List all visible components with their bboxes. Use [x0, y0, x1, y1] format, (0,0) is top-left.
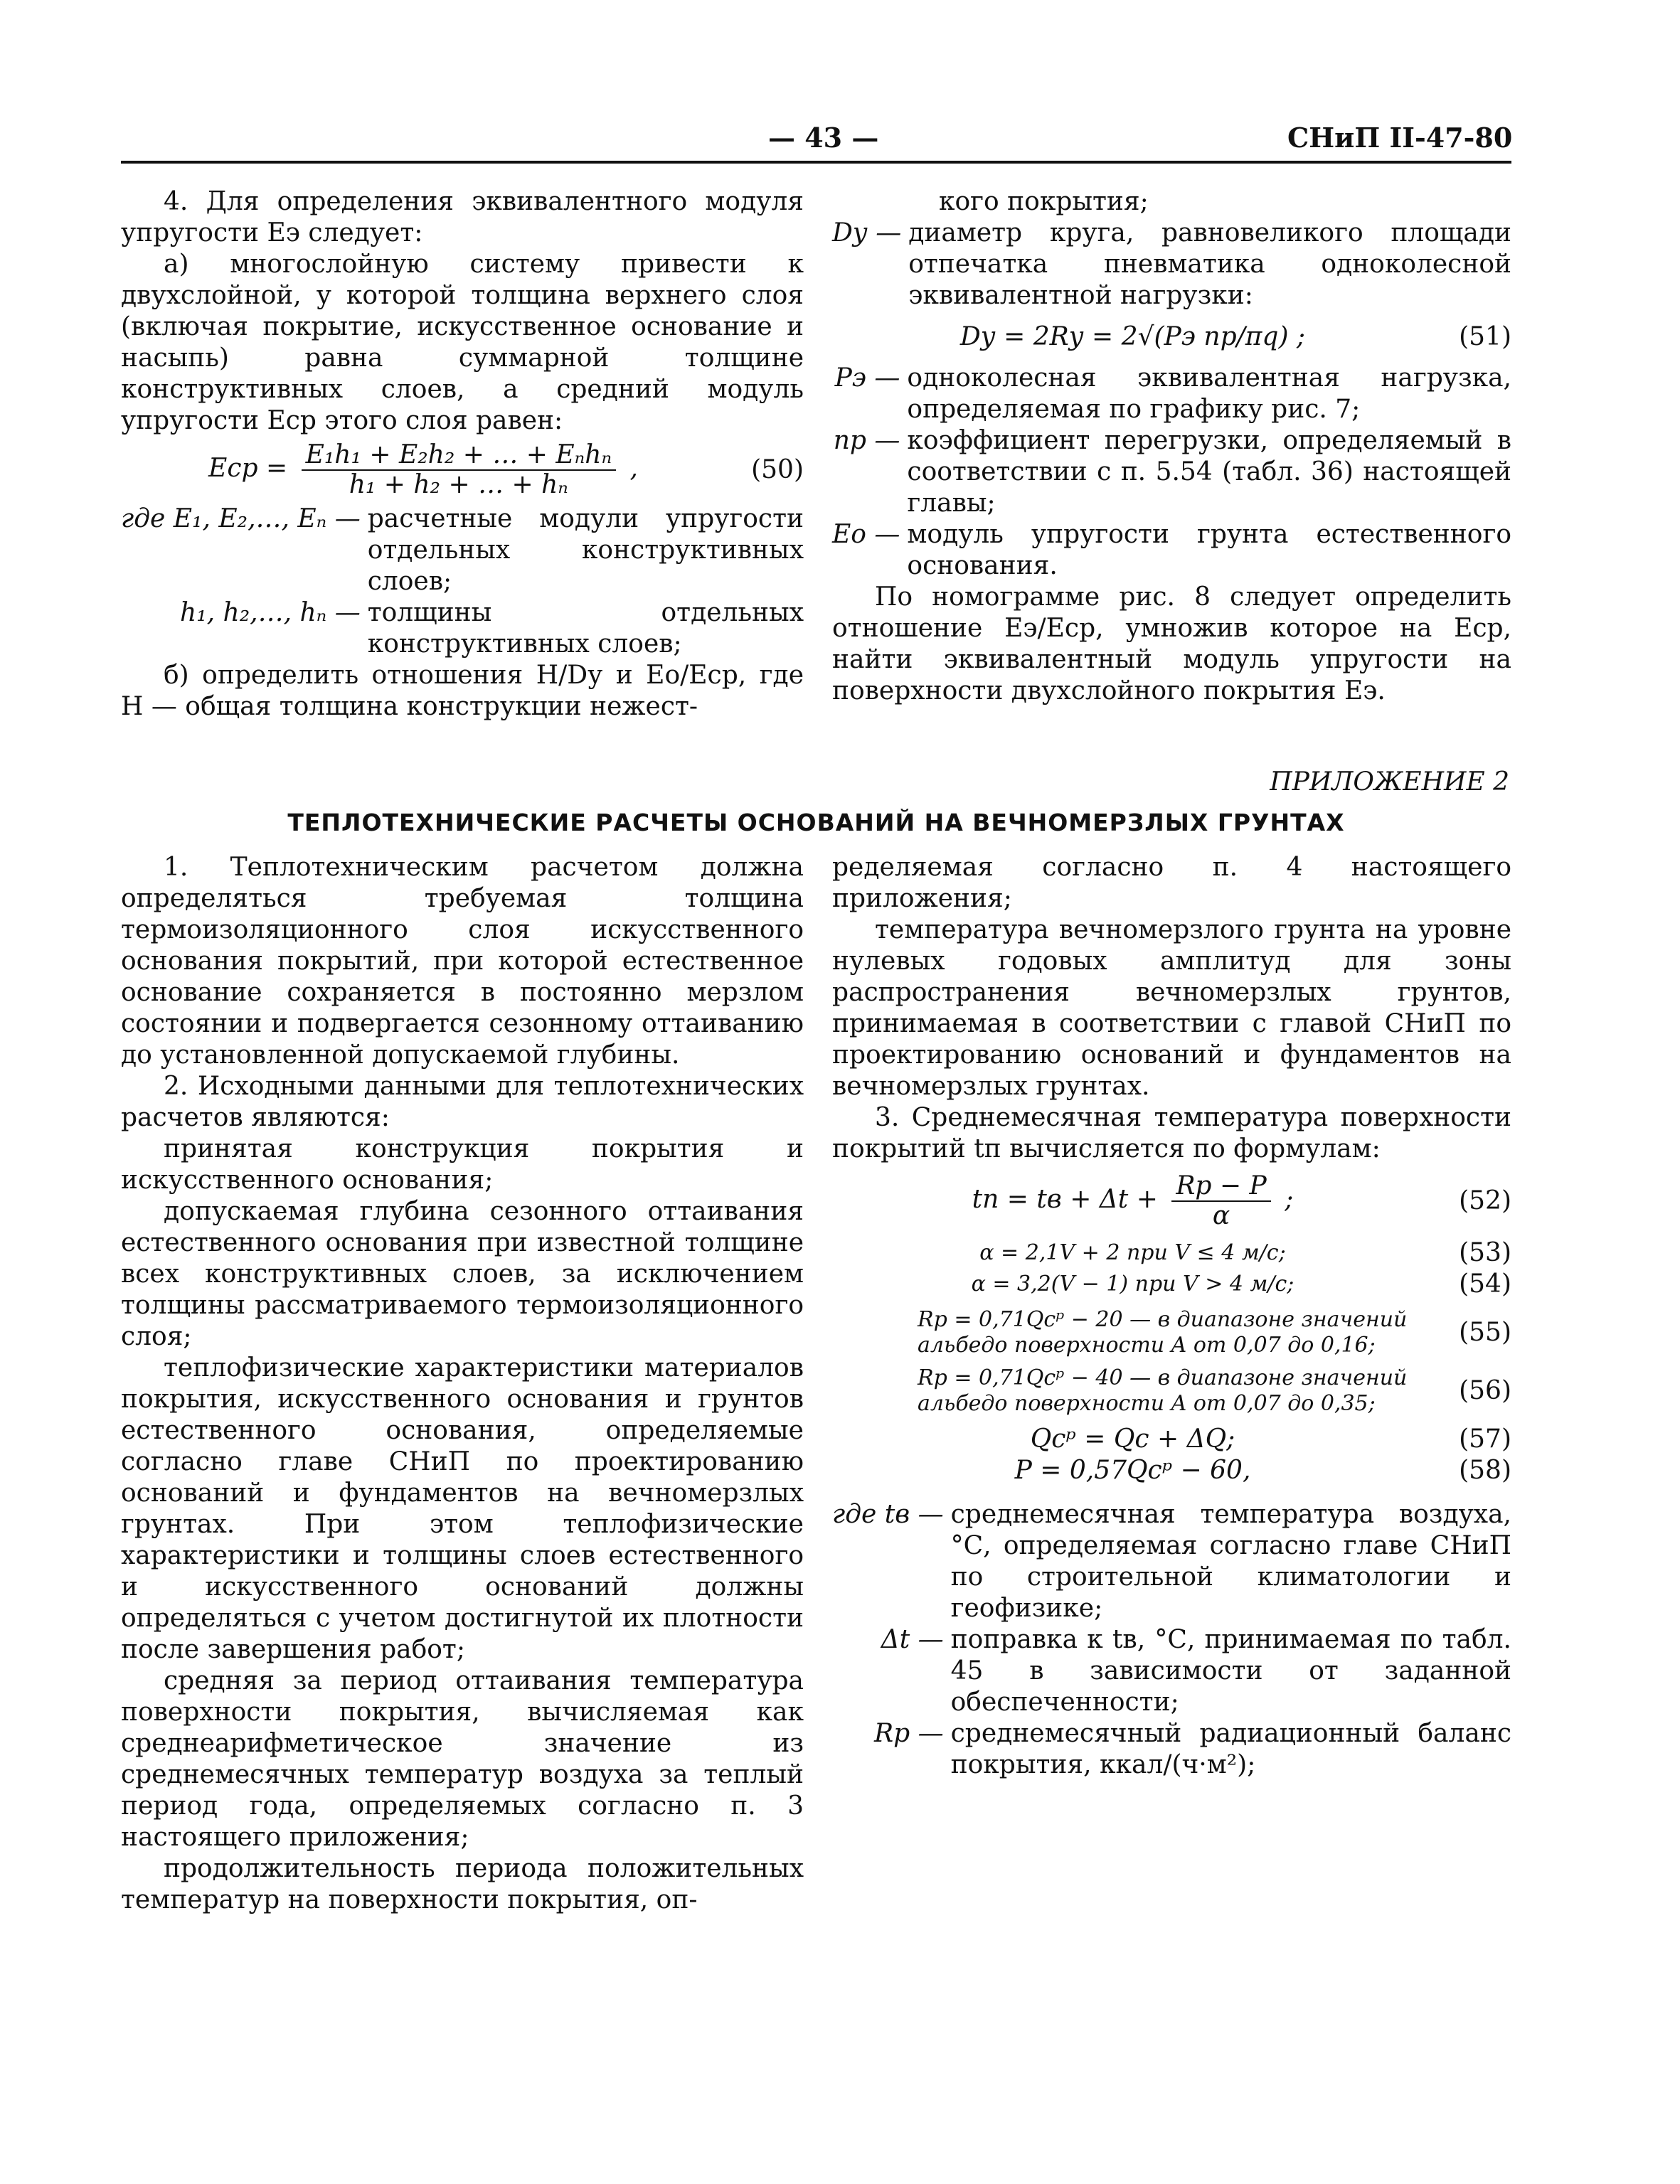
input-thermal: теплофизические характеристики материалов покрытия, искусственного основания и грунтов естественного основания, определяемые согласно главе СНиП по проектированию оснований и фундаментов на вечномерзлых грунтах. При этом теплофизические характеристики и толщины слоев естественного и искусственного оснований должны определяться с учетом достигнутой их плотности после завершения работ;: [121, 1353, 804, 1664]
eq53-number: (53): [1459, 1238, 1511, 1267]
def-np-term: nр —: [833, 426, 900, 455]
eq54-number: (54): [1459, 1269, 1511, 1299]
page-number: — 43 —: [768, 122, 879, 154]
eq54-body: α = 3,2(V − 1) при V > 4 м/с;: [971, 1272, 1294, 1296]
def-dt-term: Δt —: [881, 1625, 944, 1654]
equation-52: [832, 1172, 1511, 1230]
def-rp-term: Rр —: [874, 1719, 944, 1748]
def-dy-text: диаметр круга, равновеликого площади отпечатка пневматика одноколесной эквивалентной нагрузки:: [908, 218, 1511, 310]
top-left-column: [121, 186, 804, 723]
eq52-denominator: α: [1212, 1201, 1230, 1230]
bottom-right-column: [832, 852, 1511, 1781]
paragraph-1: 1. Теплотехническим расчетом должна определяться требуемая толщина термоизоляционного слоя искусственного основания покрытий, при которой естественное основание сохраняется в постоянно мерзлом состоянии и подвергается сезонному оттаиванию до установленной допускаемой глубины.: [121, 853, 804, 1070]
equation-57: [832, 1424, 1511, 1455]
eq52-lhs: tп = tв + Δt +: [972, 1185, 1158, 1214]
def-rp-text: среднемесячный радиационный баланс покрытия, ккал/(ч·м²);: [950, 1719, 1511, 1779]
eq50-tail: ,: [629, 454, 638, 483]
paragraph-2: 2. Исходными данными для теплотехнических расчетов являются:: [121, 1072, 804, 1132]
eq51-body: Dу = 2Rу = 2√(Pэ nр/πq) ;: [959, 322, 1306, 351]
eq50-denominator: h₁ + h₂ + … + hₙ: [349, 470, 568, 499]
eq56-number: (56): [1459, 1376, 1511, 1405]
equation-55: [832, 1307, 1511, 1358]
continuation-text-2: ределяемая согласно п. 4 настоящего приложения;: [832, 853, 1511, 913]
eq52-fraction: [1171, 1172, 1270, 1230]
def-dy-term: Dу —: [832, 218, 902, 247]
eq50-number: (50): [751, 455, 804, 484]
eq52-tail: ;: [1285, 1185, 1294, 1214]
eq53-body: α = 2,1V + 2 при V ≤ 4 м/с;: [979, 1240, 1286, 1265]
equation-58: [832, 1455, 1511, 1486]
equation-50: [121, 441, 804, 499]
section-title: ТЕПЛОТЕХНИЧЕСКИЕ РАСЧЕТЫ ОСНОВАНИЙ НА ВЕЧНОМЕРЗЛЫХ ГРУНТАХ: [287, 809, 1345, 836]
appendix-label: ПРИЛОЖЕНИЕ 2: [1270, 767, 1509, 797]
continuation-text: кого покрытия;: [939, 187, 1149, 216]
def-h-text: толщины отдельных конструктивных слоев;: [367, 598, 804, 659]
def-e-term: где E₁, E₂,…, Eₙ —: [121, 504, 361, 533]
def-pe-term: Pэ —: [834, 363, 900, 393]
def-pe-text: одноколесная эквивалентная нагрузка, определяемая по графику рис. 7;: [907, 363, 1511, 424]
def-h-term: h₁, h₂,…, hₙ —: [180, 598, 361, 627]
header-rule: [121, 161, 1511, 164]
input-depth: допускаемая глубина сезонного оттаивания естественного основания при известной толщине всех конструктивных слоев, за исключением толщины рассматриваемого термоизоляционного слоя;: [121, 1197, 804, 1351]
def-e-text: расчетные модули упругости отдельных конструктивных слоев;: [367, 504, 804, 596]
def-dt-text: поправка к tв, °С, принимаемая по табл. 45 в зависимости от заданной обеспеченности;: [950, 1625, 1511, 1717]
eq50-numerator: E₁h₁ + E₂h₂ + … + Eₙhₙ: [302, 441, 616, 471]
paragraph-4: 4. Для определения эквивалентного модуля упругости Eэ следует:: [121, 187, 804, 247]
input-duration: продолжительность периода положительных температур на поверхности покрытия, оп-: [121, 1854, 804, 1914]
definitions-e-h: [121, 504, 804, 660]
eq55-body: Rр = 0,71Qсᵖ − 20 — в диапазоне значений альбедо поверхности A от 0,07 до 0,16;: [918, 1307, 1408, 1358]
def-eo-text: модуль упругости грунта естественного основания.: [907, 520, 1511, 580]
paragraph-3: 3. Среднемесячная температура поверхности покрытий tп вычисляется по формулам:: [832, 1103, 1511, 1163]
definitions-pe-np-eo: [832, 363, 1511, 582]
eq52-numerator: Rр − P: [1171, 1172, 1270, 1202]
eq58-body: P = 0,57Qсᵖ − 60,: [1014, 1456, 1251, 1485]
paragraph-4b: б) определить отношения H/Dу и Eо/Eср, где H — общая толщина конструкции нежест-: [121, 661, 804, 721]
equation-51: [832, 321, 1511, 353]
eq51-number: (51): [1459, 322, 1511, 351]
definition-dy: [832, 218, 1511, 311]
eq56-body: Rр = 0,71Qсᵖ − 40 — в диапазоне значений альбедо поверхности A от 0,07 до 0,35;: [918, 1365, 1408, 1416]
top-right-column: [832, 186, 1511, 707]
def-np-text: коэффициент перегрузки, определяемый в соответствии с п. 5.54 (табл. 36) настоящей главы;: [907, 426, 1511, 518]
equation-54: [832, 1269, 1511, 1300]
eq57-number: (57): [1459, 1424, 1511, 1454]
document-code: СНиП II-47-80: [1287, 122, 1513, 154]
def-eo-term: Eо —: [832, 520, 900, 549]
eq55-number: (55): [1459, 1318, 1511, 1347]
input-construction: принятая конструкция покрытия и искусственного основания;: [121, 1134, 804, 1195]
def-tb-text: среднемесячная температура воздуха, °С, определяемая согласно главе СНиП по строительной климатологии и геофизике;: [950, 1500, 1511, 1623]
eq50-fraction: [302, 441, 616, 499]
def-tb-term: где tв —: [832, 1500, 944, 1529]
eq50-lhs: Eср =: [208, 454, 288, 483]
paragraph-4a: а) многослойную систему привести к двухслойной, у которой толщина верхнего слоя (включая покрытие, искусственное основание и насыпь) равна суммарной толщине конструктивных слоев, а средний модуль упругости Eср этого слоя равен:: [121, 250, 804, 435]
eq52-number: (52): [1459, 1186, 1511, 1215]
eq57-body: Qсᵖ = Qс + ΔQ;: [1030, 1424, 1235, 1454]
definitions-tb-dt-rp: [832, 1499, 1511, 1781]
bottom-left-column: [121, 852, 804, 1916]
equation-53: [832, 1237, 1511, 1269]
input-permafrost-temp: температура вечномерзлого грунта на уровне нулевых годовых амплитуд для зоны распространения вечномерзлых грунтов, принимаемая в соответствии с главой СНиП по проектированию оснований и фундаментов на вечномерзлых грунтах.: [832, 915, 1511, 1101]
equation-56: [832, 1365, 1511, 1417]
eq58-number: (58): [1459, 1456, 1511, 1485]
paragraph-nomogram: По номограмме рис. 8 следует определить отношение Eэ/Eср, умножив которое на Eср, найти эквивалентный модуль упругости на поверхности двухслойного покрытия Eэ.: [832, 582, 1511, 705]
input-surface-temp: средняя за период оттаивания температура поверхности покрытия, вычисляемая как среднеарифметическое значение из среднемесячных температур воздуха за теплый период года, определяемых согласно п. 3 настоящего приложения;: [121, 1666, 804, 1852]
